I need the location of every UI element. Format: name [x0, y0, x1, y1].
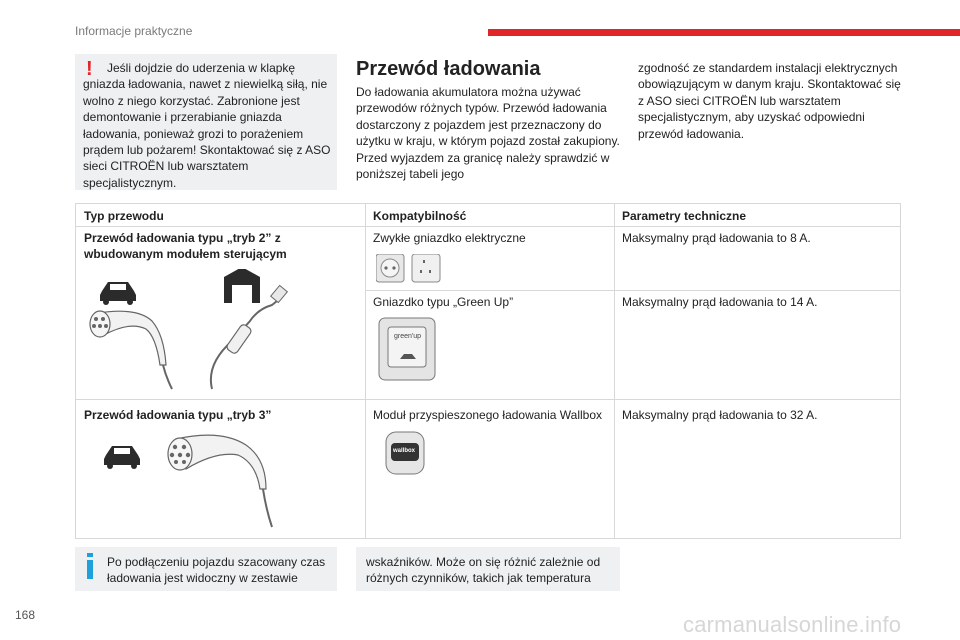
article-paragraph-2: zgodność ze standardem instalacji elektrycznych obowiązującym w danym kraju. Skontaktować się z ASO sieci CITROËN lub warsztatem specjalistycznym, aby uzyskać odpowiedni przewód ładowania. [638, 61, 901, 141]
header-accent-bar [488, 29, 960, 36]
info-text-continued: wskaźników. Może on się różnić zależnie od różnych czynników, takich jak temperatura [366, 555, 601, 586]
table-divider [76, 399, 900, 400]
info-icon [87, 553, 93, 579]
table-header: Kompatybilność [373, 209, 467, 223]
warning-exclamation-icon: ! [86, 58, 93, 80]
compat-greenup-socket: Gniazdko typu „Green Up” [373, 295, 514, 309]
compat-wallbox: Moduł przyspieszonego ładowania Wallbox [373, 408, 603, 422]
warning-box [75, 54, 337, 190]
spec-14a: Maksymalny prąd ładowania to 14 A. [622, 295, 818, 309]
table-divider [365, 204, 366, 538]
spec-32a: Maksymalny prąd ładowania to 32 A. [622, 408, 818, 422]
warning-text: Jeśli dojdzie do uderzenia w klapkę gniazda ładowania, nawet z niewielką siłą, nie wolno z niego korzystać. Zabronione jest demontowanie i przerabianie gniazda ładowania, ponieważ grozi to porażeniem prądem lub pożarem! Skontaktować się z ASO sieci CITROËN lub warsztatem specjalistycznym. [83, 61, 331, 190]
car-icon [100, 282, 136, 305]
info-text: Po podłączeniu pojazdu szacowany czas ładowania jest widoczny w zestawie [107, 555, 326, 586]
info-box [75, 547, 337, 591]
table-divider [365, 290, 900, 291]
wallbox-label: wallbox [393, 448, 416, 454]
house-icon [224, 269, 260, 303]
page-number: 168 [15, 608, 36, 622]
section-title: Informacje praktyczne [75, 24, 193, 38]
table-divider [76, 226, 900, 227]
compat-standard-socket: Zwykłe gniazdko elektryczne [373, 231, 526, 245]
standard-socket-icon [376, 254, 446, 284]
article-title: Przewód ładowania [356, 58, 541, 80]
mode2-connector [90, 311, 172, 389]
table-header: Typ przewodu [84, 209, 164, 223]
mode3-connector [168, 435, 272, 527]
mode3-cable-illustration [96, 429, 296, 529]
article-paragraph-1: Do ładowania akumulatora można używać przewodów różnych typów. Przewód ładowania dostarczony z pojazdem jest przeznaczony do użytku w kraju, w którym pojazd został zakupiony. Przed wyjazdem za granicę należy sprawdzić w poniższej tabeli jego [356, 85, 620, 182]
cable-table [75, 203, 901, 539]
cable-mode2-label: Przewód ładowania typu „tryb 2” z wbudowanym modułem sterującym [84, 231, 287, 262]
cable-mode3-label: Przewód ładowania typu „tryb 3” [84, 408, 272, 422]
table-header: Parametry techniczne [622, 209, 747, 223]
table-divider [614, 204, 615, 538]
spec-8a: Maksymalny prąd ładowania to 8 A. [622, 231, 811, 245]
control-box [211, 285, 287, 389]
greenup-socket-icon [378, 317, 436, 381]
wallbox-icon [385, 431, 425, 475]
greenup-label: green'up [394, 333, 422, 340]
mode2-cable-illustration [82, 269, 362, 394]
info-box-continued [356, 547, 620, 591]
car-icon [104, 446, 140, 469]
watermark: carmanualsonline.info [683, 612, 902, 637]
